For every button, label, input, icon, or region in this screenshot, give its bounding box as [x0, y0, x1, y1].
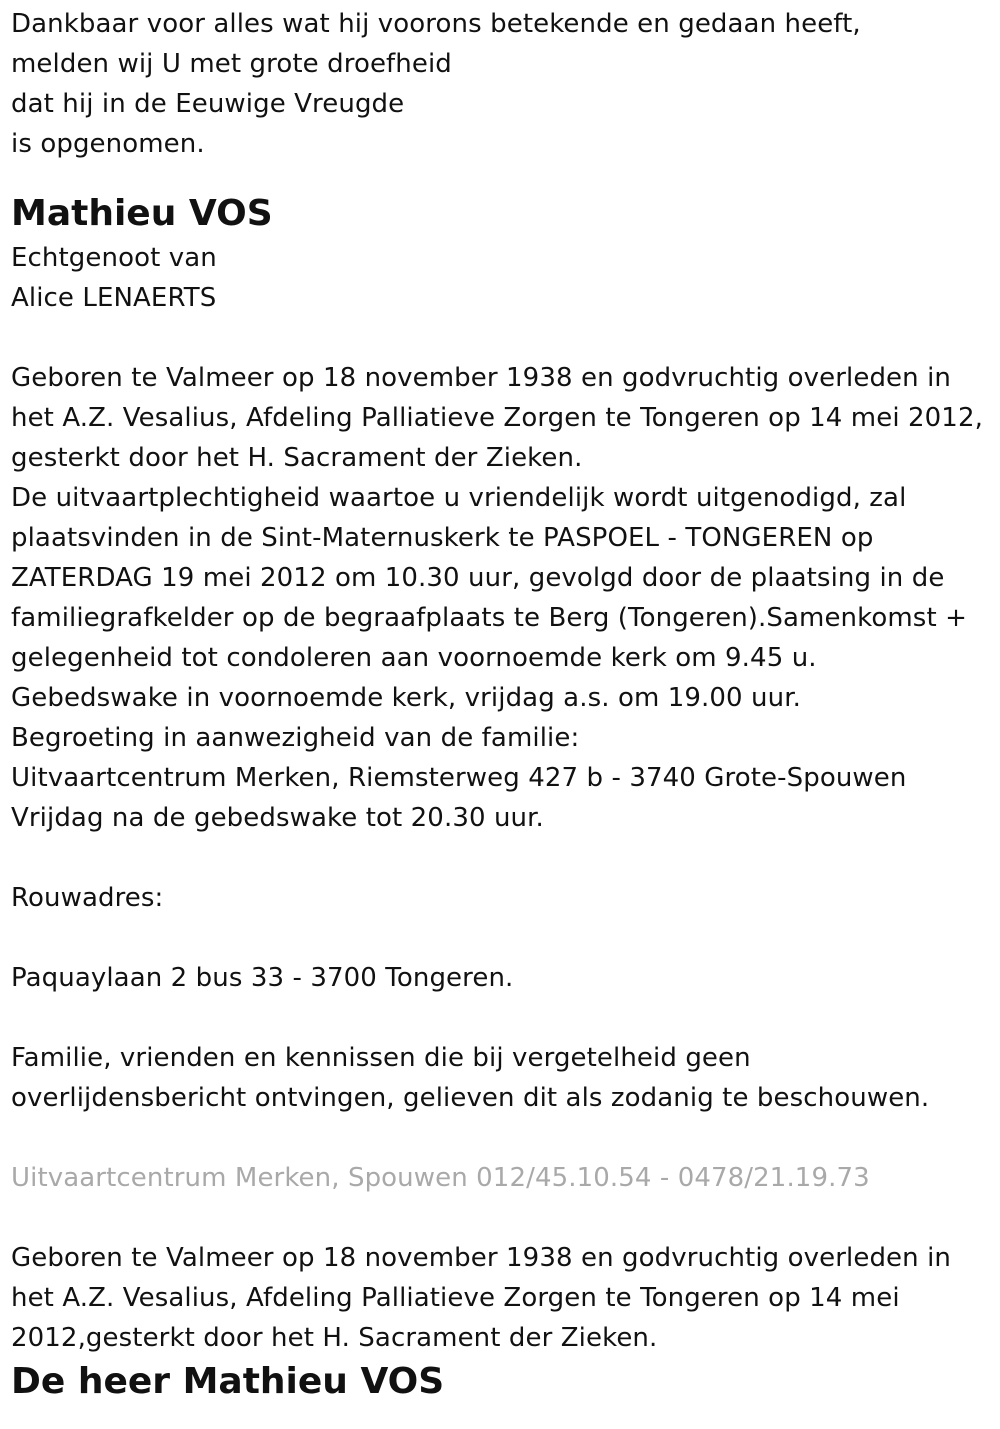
- details-line: Vrijdag na de gebedswake tot 20.30 uur.: [11, 803, 544, 833]
- rouwadres-address: Paquaylaan 2 bus 33 - 3700 Tongeren.: [11, 963, 514, 993]
- rouwadres-label: Rouwadres:: [11, 883, 164, 913]
- summary-line: 2012,gesterkt door het H. Sacrament der Zieken.: [11, 1323, 658, 1353]
- summary-line: Geboren te Valmeer op 18 november 1938 en godvruchtig overleden in: [11, 1243, 951, 1273]
- intro-line: is opgenomen.: [11, 129, 205, 159]
- spacer: [11, 318, 990, 358]
- details-line: Uitvaartcentrum Merken, Riemsterweg 427 b - 3740 Grote-Spouwen: [11, 763, 907, 793]
- intro-line: Dankbaar voor alles wat hij voorons betekende en gedaan heeft,: [11, 9, 861, 39]
- deceased-name: Mathieu VOS: [11, 193, 273, 234]
- details-line: plaatsvinden in de Sint-Maternuskerk te PASPOEL - TONGEREN op: [11, 523, 874, 553]
- spacer: [11, 918, 990, 958]
- details-line: Begroeting in aanwezigheid van de familie:: [11, 723, 580, 753]
- details-line: Geboren te Valmeer op 18 november 1938 en godvruchtig overleden in: [11, 363, 951, 393]
- funeral-details: [11, 358, 990, 838]
- spacer: [11, 838, 990, 878]
- details-line: gelegenheid tot condoleren aan voornoemde kerk om 9.45 u.: [11, 643, 817, 673]
- intro-line: dat hij in de Eeuwige Vreugde: [11, 89, 405, 119]
- spouse-info: [11, 238, 990, 318]
- summary-line: het A.Z. Vesalius, Afdeling Palliatieve Zorgen te Tongeren op 14 mei: [11, 1283, 900, 1313]
- intro-text: [11, 4, 990, 164]
- details-line: gesterkt door het H. Sacrament der Zieken.: [11, 443, 583, 473]
- details-line: ZATERDAG 19 mei 2012 om 10.30 uur, gevolgd door de plaatsing in de: [11, 563, 945, 593]
- funeral-home-contact: Uitvaartcentrum Merken, Spouwen 012/45.10.54 - 0478/21.19.73: [11, 1163, 870, 1193]
- notice-line: Familie, vrienden en kennissen die bij vergetelheid geen: [11, 1043, 751, 1073]
- intro-line: melden wij U met grote droefheid: [11, 49, 452, 79]
- notice-line: overlijdensbericht ontvingen, gelieven dit als zodanig te beschouwen.: [11, 1083, 930, 1113]
- footer-title: De heer Mathieu VOS: [11, 1361, 445, 1402]
- details-line: Gebedswake in voornoemde kerk, vrijdag a.s. om 19.00 uur.: [11, 683, 801, 713]
- spouse-line: Alice LENAERTS: [11, 283, 217, 313]
- notice-text: [11, 1038, 990, 1118]
- spacer: [11, 1198, 990, 1238]
- spacer: [11, 1118, 990, 1158]
- spacer: [11, 998, 990, 1038]
- details-line: familiegrafkelder op de begraafplaats te Berg (Tongeren).Samenkomst +: [11, 603, 967, 633]
- spouse-line: Echtgenoot van: [11, 243, 217, 273]
- details-line: het A.Z. Vesalius, Afdeling Palliatieve Zorgen te Tongeren op 14 mei 2012,: [11, 403, 983, 433]
- details-line: De uitvaartplechtigheid waartoe u vriendelijk wordt uitgenodigd, zal: [11, 483, 907, 513]
- summary-text: [11, 1238, 990, 1358]
